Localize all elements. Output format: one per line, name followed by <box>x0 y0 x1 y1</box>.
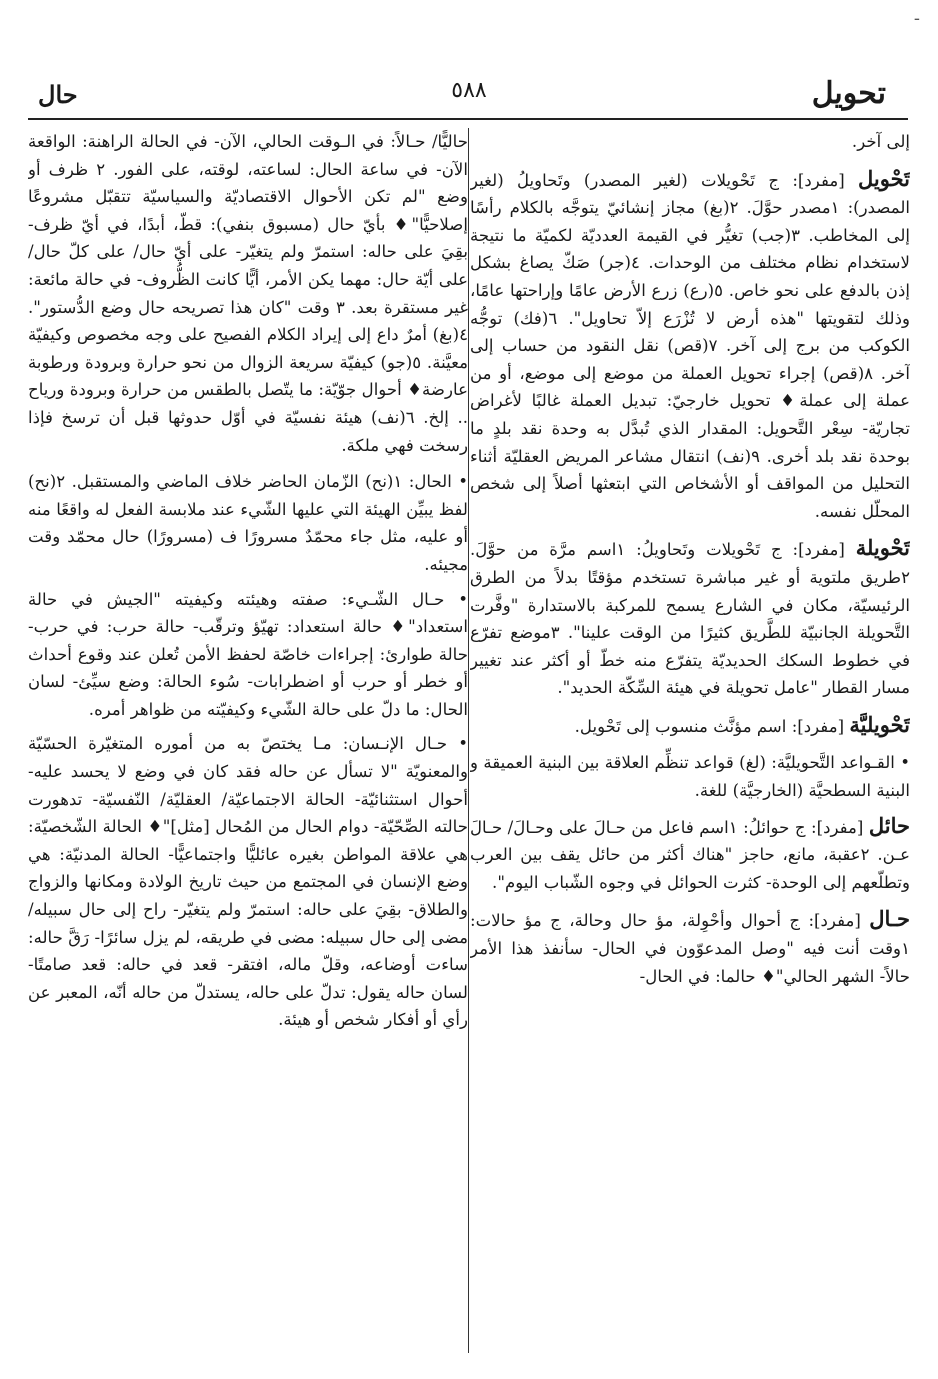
entry-headword: تَحْويلة <box>855 535 910 561</box>
sub-entry: • الحال: ١(نح) الزّمان الحاضر خلاف الماضي والمستقبل. ٢(نح) لفظ يبيِّن الهيئة التي عليها الشّيء عند ملابسة الفعل له واقعًا منه أو عليه، مثل جاء محمّدٌ مسرورًا ف (مسرورًا) حال محمّد وقت مجيئه. <box>28 472 468 574</box>
entry-headword: تَحْويل <box>858 165 910 191</box>
sub-entry: • القـواعد التَّحويليَّة: (لغ) قواعد تنظِّم العلاقة بين البنية العميقة و البنية السطحيَّة (الخارجيَّة) للغة. <box>470 753 910 801</box>
dictionary-entry <box>470 165 910 526</box>
dictionary-entry <box>470 534 910 702</box>
header-rule <box>28 118 908 120</box>
column-separator <box>468 128 469 1353</box>
dictionary-entry <box>470 812 910 897</box>
continuation-text: حاليًّا/ حـالاً: في الـوقت الحالي، الآن- في الحالة الراهنة: الواقعة الآن- في ساعة الحال: لساعته، لوقته، على الفور. ٢ ظرف أو وضع "لم تكن الأحوال الاقتصاديّة والسياسيّة تتقبّل مشروعًا إصلاحيًّا"♦ بأيّ حال (مسبوق بنفي): قطّ، أبدًا، في أيّ ظرف- بقِيَ على حاله: استمرّ ولم يتغيّر- على أيّ حال/ على كلّ حال/ على أيّة حال: مهما يكن الأمر، أيًّا كانت الظُّروف- في حالة مائعة: غير مستقرة بعد. ٣ وقت "كان هذا تصريحه حال وضع الدُّستور". ٤(بغ) أمرٌ داع إلى إيراد الكلام الفصيح على وجه مخصوص وكيفيّة معيَّنة. ٥(جو) كيفيّة سريعة الزوال من نحو حرارة وبرودة ورطوبة عارضة♦ أحوال جوّيّة: ما يتّصل بالطقس من حرارة وبرودة ورياح .. إلخ. ٦(نف) هيئة نفسيّة في أوّل حدوثها قبل أن ترسخ فإذا رسخت فهي ملكة. <box>28 132 468 455</box>
corner-mark: - <box>913 8 920 29</box>
entry-headword: حائل <box>868 812 910 838</box>
sub-entry: • حـال الشّـيء: صفته وهيئته وكيفيته "الجيش في حالة استعداد"♦ حالة استعداد: تهيّؤ وترقّب- حالة حرب: في حرب- حالة طوارئ: إجراءات خاصّة لحفظ الأمن تُعلن عند وقوع أحداث أو خطر أو حرب أو اضطرابات- سُوء الحالة: وضع سيِّئ- لسان الحال: ما دلّ على حالة الشّيء وكيفيّته من ظواهر أمره. <box>28 589 468 719</box>
continuation-text: إلى آخر. <box>851 132 910 151</box>
dictionary-entry <box>470 711 910 741</box>
dictionary-entry <box>470 905 910 990</box>
entry-headword: حـال <box>869 906 910 932</box>
right-column <box>470 128 910 1353</box>
left-column <box>28 128 468 1353</box>
page-header <box>30 68 908 120</box>
header-guide-word-left: حال <box>38 80 78 109</box>
page-number: ٥٨٨ <box>451 78 487 103</box>
entry-definition: [مفرد]: ج تَحْويلات وتَحاويلُ: ١اسم مرَّة من حوَّلَ. ٢طريق ملتوية أو غير مباشرة تستخدم مؤقتًا بدلاً من الطرق الرئيسيّة، مكان في الشارع يسمح للمركبة بالاستدارة "وفَّرت التَّحويلة الجانبيّة للطَّريق كثيرًا من الوقت علينا". ٣موضع تفرّع في خطوط السكك الحديديّة يتفرّع منه خطّ أو أكثر عند تغيير مسار القطار "عامل تحويلة في هيئة السِّكّة الحديد". <box>470 540 910 698</box>
header-guide-word-right: تحويل <box>811 76 886 111</box>
entry-definition: [مفرد]: اسم مؤنَّث منسوب إلى تَحْويل. <box>574 716 845 736</box>
entry-definition: [مفرد]: ج أحوال وأحْوِلة، مؤ حال وحالة، ج مؤ حالات: ١وقت أنت فيه "وصل المدعوّون في الحال- سأنفذ هذا الأمر حالاً- الشهر الحالي"♦ حالما: في الحال- <box>470 911 910 986</box>
entry-headword: تَحْويليَّة <box>849 711 910 737</box>
entry-definition: [مفرد]: ج تَحْويلات (لغير المصدر) وتَحاويلُ (لغير المصدر): ١مصدر حوَّلَ. ٢(بغ) مجاز إنشائيّ يتوجَّه بالكلام رأسًا إلى المخاطب. ٣(جب) تغيُّر في القيمة العدديّة لكميّة ما نتيجة لاستخدام نظام مختلف من الوحدات. ٤(جر) صَكّ يصاغ بشكل إذن بالدفع على نحو خاص. ٥(رع) زرع الأرض عامًا وإراحتها عامًا، وذلك لتقويتها "هذه أرض لا تُزْرَع إلاّ تحاويل". ٦(فك) توجُّه الكوكب من برج إلى آخر. ٧(قص) نقل النقود من حساب إلى آخر. ٨(قص) إجراء تحويل العملة من موضع إلى موضع، أو من عملة إلى عملة♦ تحويل خارجيّ: تبديل العملة غالبًا لأغراض تجاريّة- سِعْر التَّحويل: المقدار الذي تُبدَّل به وحدة نقد بلدٍ ما بوحدة نقد بلد أخرى. ٩(نف) انتقال مشاعر المريض العقليّة أثناء التحليل من المواقف أو الأشخاص التي ابتعثها أصلاً إلى شخص المحلّل نفسه. <box>470 170 910 521</box>
entry-definition: [مفرد]: ج حوائلُ: ١اسم فاعل من حـالَ على وحـالَ/ حـالَ عـن. ٢عقبة، مانع، حاجز "هناك أكثر من حائل يقف بين العرب وتطلّعهم إلى الوحدة- كثرت الحوائل في وجوه الشّباب اليوم". <box>470 817 910 892</box>
sub-entry: • حـال الإنـسان: مـا يختصّ به من أموره المتغيّرة الحسّيّة والمعنويّة "لا تسأل عن حاله فقد كان في وضع لا يحسد عليه- أحوال استثنائيّة- الحالة الاجتماعيّة/ العقليّة/ النّفسيّة- تدهورت حالته الصِّحّيّة- دوام الحال من المُحال [مثل]"♦ الحالة الشّخصيّة: هي علاقة المواطن بغيره عائليًّا واجتماعيًّا- الحالة المدنيّة: هي وضع الإنسان في المجتمع من حيث تاريخ الولادة ومكانها والزواج والطلاق- بقِيَ على حاله: استمرّ ولم يتغيّر- راح إلى حال سبيله/ مضى إلى حال سبيله: مضى في طريقه، لم يزل سائرًا- رَقَّ حاله: ساءت أوضاعه، وقلّ ماله، افتقر- قعد في حاله: قعد صامتًا- لسان حاله يقول: تدلّ على حاله، يستدلّ من حاله أنّه، المعبر عن رأي أو أفكار شخص أو هيئة. <box>28 734 468 1030</box>
